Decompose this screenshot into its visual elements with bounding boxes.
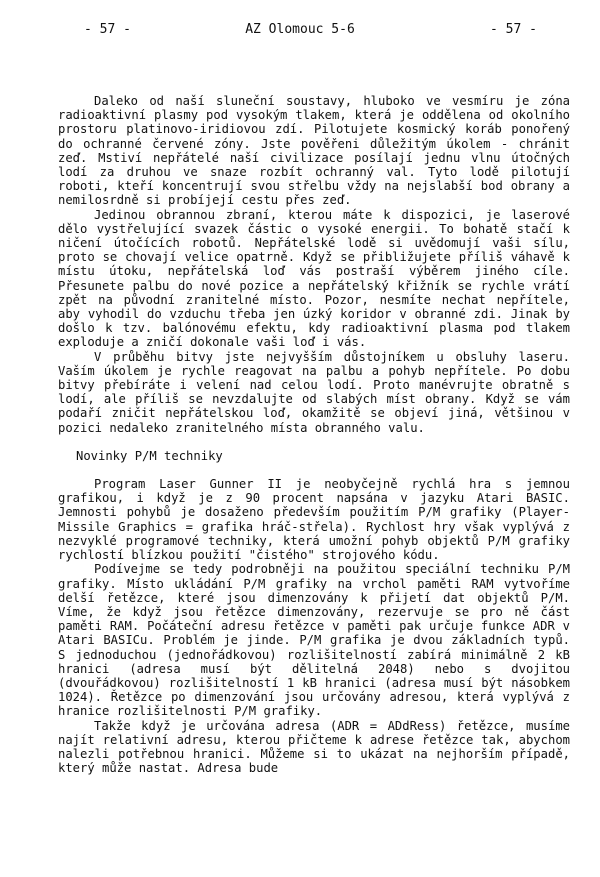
paragraph-laser-gunner: Program Laser Gunner II je neobyčejně rychlá hra s jemnou grafikou, i když je z 90 procent napsána v jazyku Atari BASIC. Jemnosti pohybů je dosaženo především použitím P/M grafiky (Player-Missile Graphics = grafika hráč-střela). Rychlost hry však vyplývá z nezvyklé programové techniky, která umožní pohyb objektů P/M grafiky rychlostí blízkou použití "čistého" strojového kódu.: [58, 477, 570, 563]
paragraph-weapon: Jedinou obrannou zbraní, kterou máte k dispozici, je laserové dělo vystřelující svazek částic o vysoké energii. To bohatě stačí k ničení útočících robotů. Nepřátelské lodě si uvědomují vaši sílu, proto se chovají velice opatrně. Když se přibližujete příliš váhavě k místu útoku, nepřátelská loď vás postraší výběrem jiného cíle. Přesunete palbu do nové pozice a nepřátelský křižník se rychle vrátí zpět na původní zranitelné místo. Pozor, nesmíte nechat nepřítele, aby vyhodil do vzduchu třeba jen úzký koridor v obranné zdi. Jinak by došlo k tzv. balónovému efektu, kdy radioaktivní plasma pod tlakem exploduje a zničí dokonale vaši loď i vás.: [58, 207, 570, 350]
page-header: [0, 22, 600, 42]
page-number-right: - 57 -: [490, 22, 537, 37]
paragraph-intro: Daleko od naší sluneční soustavy, hluboko ve vesmíru je zóna radioaktivní plasmy pod vysokým tlakem, která je oddělena od okolního prostoru platinovo-iridiovou zdí. Pilotujete kosmický koráb ponořený do ochranné červené zóny. Jste pověřeni důležitým úkolem - chránit zeď. Mstiví nepřátelé naší civilizace posílají jednu vlnu útočných lodí za druhou ve snaze rozbít ochranný val. Tyto lodě pilotují roboti, kteří koncentrují svou střelbu vždy na nejslabší bod obrany a nemilosrdně si probíjejí cestu přes zeď.: [58, 94, 570, 208]
paragraph-battle: V průběhu bitvy jste nejvyšším důstojníkem u obsluhy laseru. Vaším úkolem je rychle reagovat na palbu a pohyb nepřítele. Po dobu bitvy přebíráte i velení nad celou lodí. Proto manévrujte obratně s lodí, ale příliš se nevzdalujte od slabých míst obrany. Když se vám podaří zničit nepřátelskou loď, okamžitě se objeví jiná, většinou v pozici nedaleko zranitelného místa obranného valu.: [58, 349, 570, 435]
page-header-title: AZ Olomouc 5-6: [245, 22, 355, 37]
section-heading: Novinky P/M techniky: [76, 448, 223, 463]
paragraph-pm-technique: Podívejme se tedy podrobněji na použitou speciální techniku P/M grafiky. Místo ukládání P/M grafiky na vrchol paměti RAM vytvoříme delší řetězce, které jsou dimenzovány k přijetí dat objektů P/M. Víme, že když jsou řetězce dimenzovány, rezervuje se pro ně část paměti RAM. Počáteční adresu řetězce v paměti pak určuje funkce ADR v Atari BASICu. Problém je jinde. P/M grafika je dvou základních typů. S jednoduchou (jednořádkovou) rozlišitelností zabírá minimálně 2 kB hranici (adresa musí být dělitelná 2048) nebo s dvojitou (dvouřádkovou) rozlišitelností 1 kB hranici (adresa musí být násobkem 1024). Řetězce po dimenzování jsou určovány adresou, která vyplývá z hranice rozlišitelnosti P/M grafiky.: [58, 562, 570, 719]
page-body: [58, 94, 570, 775]
paragraph-address: Takže když je určována adresa (ADR = ADdRess) řetězce, musíme najít relativní adresu, kterou přičteme k adrese řetězce tak, abychom nalezli potřebnou hranici. Můžeme si to ukázat na nejhorším případě, který může nastat. Adresa bude: [58, 718, 570, 776]
page-number-left: - 57 -: [84, 22, 131, 37]
